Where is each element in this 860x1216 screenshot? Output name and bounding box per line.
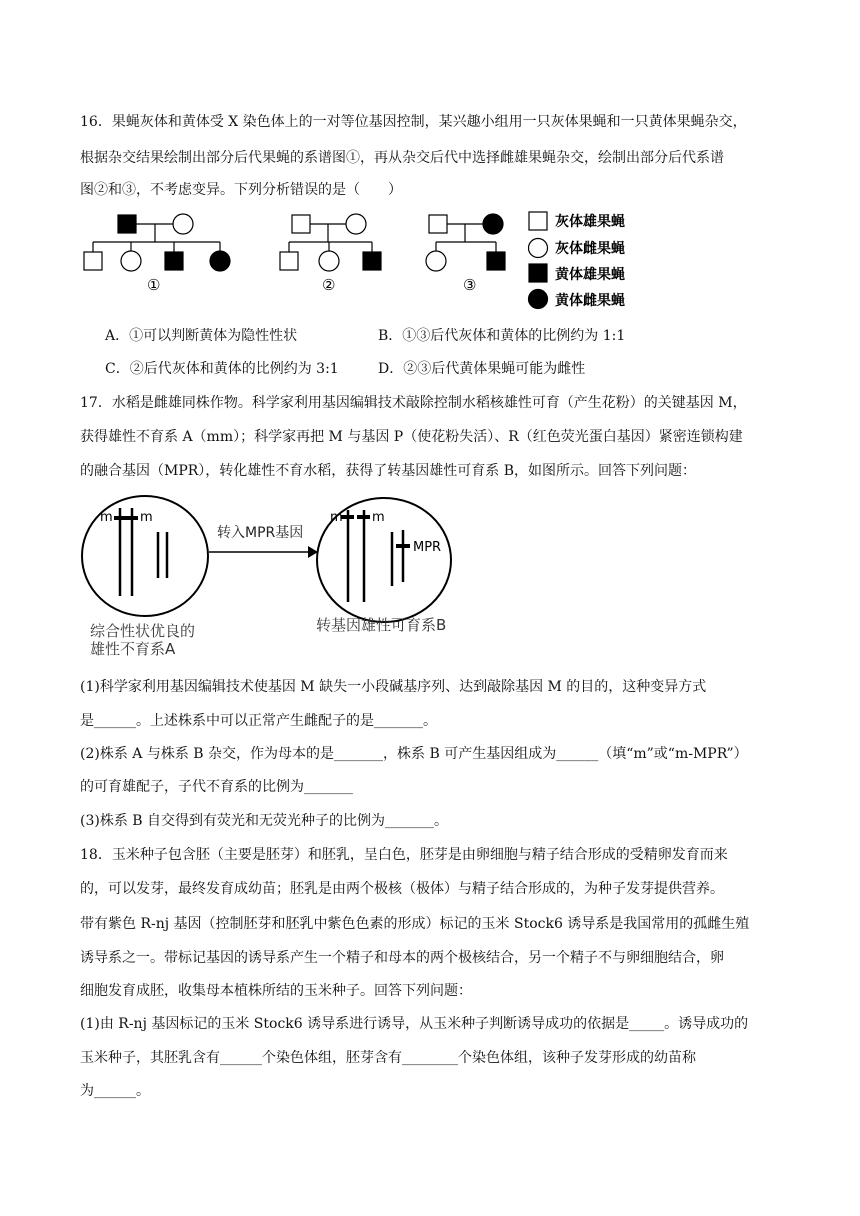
gray-male-icon xyxy=(280,252,298,270)
q17-line-3: 的融合基因（MPR），转化雄性不育水稻，获得了转基因雄性可育系 B，如图所示。回答下列问题： xyxy=(80,463,697,479)
yellow-male-icon xyxy=(165,252,183,270)
q18-line-4: 诱导系之一。带标记基因的诱导系产生一个精子和母本的两个极核结合，另一个精子不与卵细胞结合，卵 xyxy=(80,950,724,966)
gray-male-icon xyxy=(292,215,310,233)
pedigree-label: ② xyxy=(322,276,336,294)
arrow-label: 转入MPR基因 xyxy=(217,525,304,541)
q18-line-2: 的，可以发芽，最终发育成幼苗；胚乳是由两个极核（极体）与精子结合形成的，为种子发芽提供营养。 xyxy=(80,881,724,897)
q18-line-5: 细胞发育成胚，收集母本植株所结的玉米种子。回答下列问题： xyxy=(80,983,472,999)
q18-line-8: 为______。 xyxy=(80,1083,150,1099)
q17-sub2-line-2: 的可育雄配子，子代不育系的比例为_______ xyxy=(80,779,353,795)
yellow-female-icon xyxy=(483,214,503,234)
legend-yellow-male-icon xyxy=(529,264,547,282)
gene-m-label: m xyxy=(140,510,153,525)
q16-line-2: 根据杂交结果绘制出部分后代果蝇的系谱图①，再从杂交后代中选择雌雄果蝇杂交，绘制出部分后代系谱 xyxy=(80,150,724,166)
option-d: D．②③后代黄体果蝇可能为雌性 xyxy=(378,361,586,377)
q17-sub1-line-2: 是______。上述株系中可以正常产生雌配子的是_______。 xyxy=(80,713,437,729)
yellow-male-icon xyxy=(363,252,381,270)
yellow-male-icon xyxy=(118,215,136,233)
q17-sub3: (3)株系 B 自交得到有荧光和无荧光种子的比例为_______。 xyxy=(80,813,449,829)
mpr-label: MPR xyxy=(413,540,442,555)
yellow-female-icon xyxy=(210,251,230,271)
gene-m-label: m xyxy=(372,510,385,525)
pedigree-figure xyxy=(0,205,860,315)
q18-line-1: 18．玉米种子包含胚（主要是胚芽）和胚乳，呈白色，胚芽是由卵细胞与精子结合形成的受精卵发育而来 xyxy=(80,847,728,863)
gray-male-icon xyxy=(84,252,102,270)
gene-m-label: m xyxy=(330,510,343,525)
legend xyxy=(529,212,548,309)
gray-female-icon xyxy=(319,251,339,271)
q17-line-1: 17．水稻是雌雄同株作物。科学家利用基因编辑技术敲除控制水稻核雄性可育（产生花粉）的关键基因 M， xyxy=(80,395,747,411)
legend-label: 黄体雌果蝇 xyxy=(555,293,625,309)
q18-line-3: 带有紫色 R-nj 基因（控制胚芽和胚乳中紫色色素的形成）标记的玉米 Stock6 诱导系是我国常用的孤雌生殖 xyxy=(80,916,750,932)
yellow-male-icon xyxy=(487,252,505,270)
pedigree-label: ① xyxy=(147,276,161,294)
q18-line-7: 玉米种子，其胚乳含有______个染色体组，胚芽含有________个染色体组，该种子发芽形成的幼苗称 xyxy=(80,1050,696,1066)
option-b: B．①③后代灰体和黄体的比例约为 1:1 xyxy=(378,328,626,344)
gray-female-icon xyxy=(426,251,446,271)
q17-sub1-line-1: (1)科学家利用基因编辑技术使基因 M 缺失一小段碱基序列、达到敲除基因 M 的目的，这种变异方式 xyxy=(80,679,707,695)
caption-b: 转基因雄性可育系B xyxy=(316,616,447,634)
q17-line-2: 获得雄性不育系 A（mm）；科学家再把 M 与基因 P（使花粉失活）、R（红色荧光蛋白基因）紧密连锁构建 xyxy=(80,429,743,445)
legend-label: 黄体雄果蝇 xyxy=(555,267,625,283)
gray-female-icon xyxy=(346,214,366,234)
caption-a-line-1: 综合性状优良的 xyxy=(90,622,196,640)
q17-sub2-line-1: (2)株系 A 与株系 B 杂交，作为母本的是_______，株系 B 可产生基因组成为______（填“m”或“m-MPR”） xyxy=(80,746,748,762)
q16-line-1: 16．果蝇灰体和黄体受 X 染色体上的一对等位基因控制，某兴趣小组用一只灰体果蝇和一只黄体果蝇杂交， xyxy=(80,114,747,130)
option-a: A．①可以判断黄体为隐性性状 xyxy=(105,328,298,344)
pedigree-1 xyxy=(84,214,230,271)
legend-gray-female-icon xyxy=(529,239,548,258)
q16-line-3: 图②和③，不考虑变异。下列分析错误的是（ ） xyxy=(80,182,402,198)
legend-gray-male-icon xyxy=(529,212,547,230)
pedigree-3 xyxy=(426,214,505,271)
gray-female-icon xyxy=(173,214,193,234)
gene-m-label: m xyxy=(100,510,113,525)
gray-male-icon xyxy=(429,215,447,233)
pedigree-label: ③ xyxy=(463,276,477,294)
legend-label: 灰体雌果蝇 xyxy=(555,241,625,257)
gray-female-icon xyxy=(121,251,141,271)
pedigree-2 xyxy=(280,214,381,271)
option-c: C．②后代灰体和黄体的比例约为 3:1 xyxy=(105,361,339,377)
legend-yellow-female-icon xyxy=(529,290,548,309)
caption-a-line-2: 雄性不育系A xyxy=(90,640,176,658)
legend-label: 灰体雄果蝇 xyxy=(555,214,625,230)
q18-line-6: (1)由 R-nj 基因标记的玉米 Stock6 诱导系进行诱导，从玉米种子判断诱导成功的依据是_____。诱导成功的 xyxy=(80,1016,749,1032)
chromosome-diagram xyxy=(0,490,860,660)
